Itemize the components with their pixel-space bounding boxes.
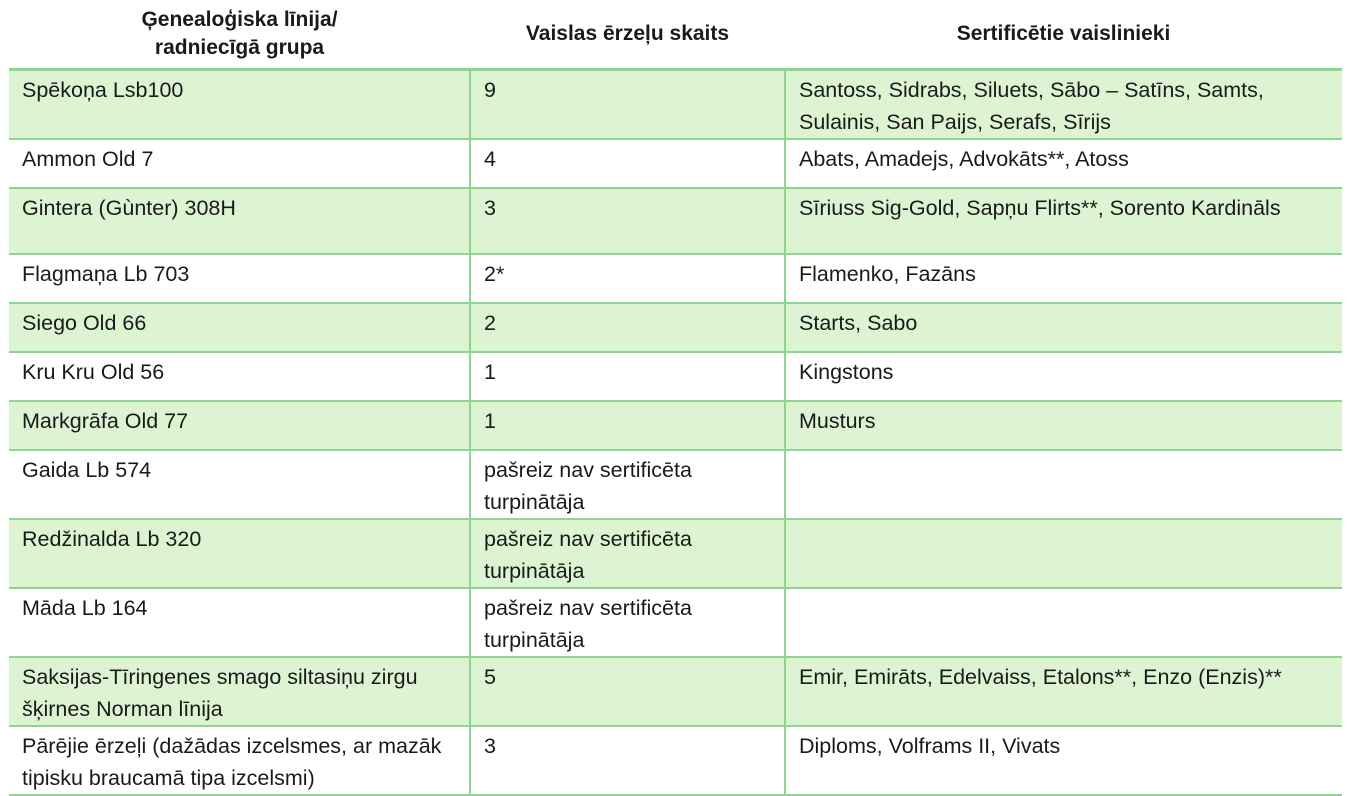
table-row — [9, 519, 1342, 588]
cell-certified-sires: Abats, Amadejs, Advokāts**, Atoss — [785, 139, 1342, 188]
cell-genealogical-line: Siego Old 66 — [9, 303, 470, 352]
cell-stallion-count: 2 — [470, 303, 785, 352]
cell-certified-sires — [785, 519, 1342, 588]
table-row — [9, 254, 1342, 303]
cell-stallion-count: 3 — [470, 726, 785, 795]
cell-certified-sires — [785, 450, 1342, 519]
cell-genealogical-line: Spēkoņa Lsb100 — [9, 70, 470, 140]
cell-stallion-count: 1 — [470, 352, 785, 401]
stallion-lines-table — [9, 0, 1342, 796]
cell-certified-sires: Santoss, Sidrabs, Siluets, Sābo – Satīns, Samts, Sulainis, San Paijs, Serafs, Sīrijs — [785, 70, 1342, 140]
cell-stallion-count: 9 — [470, 70, 785, 140]
cell-certified-sires: Starts, Sabo — [785, 303, 1342, 352]
header-certified-sires: Sertificētie vaislinieki — [785, 0, 1342, 70]
cell-genealogical-line: Gaida Lb 574 — [9, 450, 470, 519]
cell-certified-sires: Emir, Emirāts, Edelvaiss, Etalons**, Enzo (Enzis)** — [785, 657, 1342, 726]
cell-genealogical-line: Markgrāfa Old 77 — [9, 401, 470, 450]
table-row — [9, 657, 1342, 726]
cell-certified-sires: Diploms, Volframs II, Vivats — [785, 726, 1342, 795]
cell-stallion-count: pašreiz nav sertificēta turpinātāja — [470, 588, 785, 657]
cell-certified-sires: Kingstons — [785, 352, 1342, 401]
cell-genealogical-line: Pārējie ērzeļi (dažādas izcelsmes, ar mazāk tipisku braucamā tipa izcelsmi) — [9, 726, 470, 795]
table-header-row — [9, 0, 1342, 70]
cell-genealogical-line: Kru Kru Old 56 — [9, 352, 470, 401]
header-genealogical-line-l1: Ģenealoģiska līnija/ — [141, 8, 338, 31]
header-genealogical-line — [9, 0, 470, 70]
cell-stallion-count: 1 — [470, 401, 785, 450]
header-genealogical-line-l2: radniecīgā grupa — [154, 36, 325, 59]
cell-stallion-count: pašreiz nav sertificēta turpinātāja — [470, 519, 785, 588]
cell-genealogical-line: Flagmaņa Lb 703 — [9, 254, 470, 303]
cell-certified-sires: Musturs — [785, 401, 1342, 450]
cell-certified-sires — [785, 588, 1342, 657]
table-row — [9, 303, 1342, 352]
table-row — [9, 188, 1342, 254]
table-row — [9, 401, 1342, 450]
cell-genealogical-line: Gintera (Gùnter) 308H — [9, 188, 470, 254]
cell-genealogical-line: Māda Lb 164 — [9, 588, 470, 657]
cell-stallion-count: 3 — [470, 188, 785, 254]
cell-certified-sires: Flamenko, Fazāns — [785, 254, 1342, 303]
table-row — [9, 70, 1342, 140]
cell-genealogical-line: Ammon Old 7 — [9, 139, 470, 188]
cell-stallion-count: 5 — [470, 657, 785, 726]
cell-stallion-count: 4 — [470, 139, 785, 188]
table-row — [9, 726, 1342, 795]
cell-genealogical-line: Saksijas-Tīringenes smago siltasiņu zirgu šķirnes Norman līnija — [9, 657, 470, 726]
table-row — [9, 588, 1342, 657]
table-row — [9, 450, 1342, 519]
header-stallion-count: Vaislas ērzeļu skaits — [470, 0, 785, 70]
cell-stallion-count: 2* — [470, 254, 785, 303]
table-row — [9, 352, 1342, 401]
table-row — [9, 139, 1342, 188]
cell-stallion-count: pašreiz nav sertificēta turpinātāja — [470, 450, 785, 519]
cell-genealogical-line: Redžinalda Lb 320 — [9, 519, 470, 588]
cell-certified-sires: Sīriuss Sig-Gold, Sapņu Flirts**, Sorento Kardināls — [785, 188, 1342, 254]
